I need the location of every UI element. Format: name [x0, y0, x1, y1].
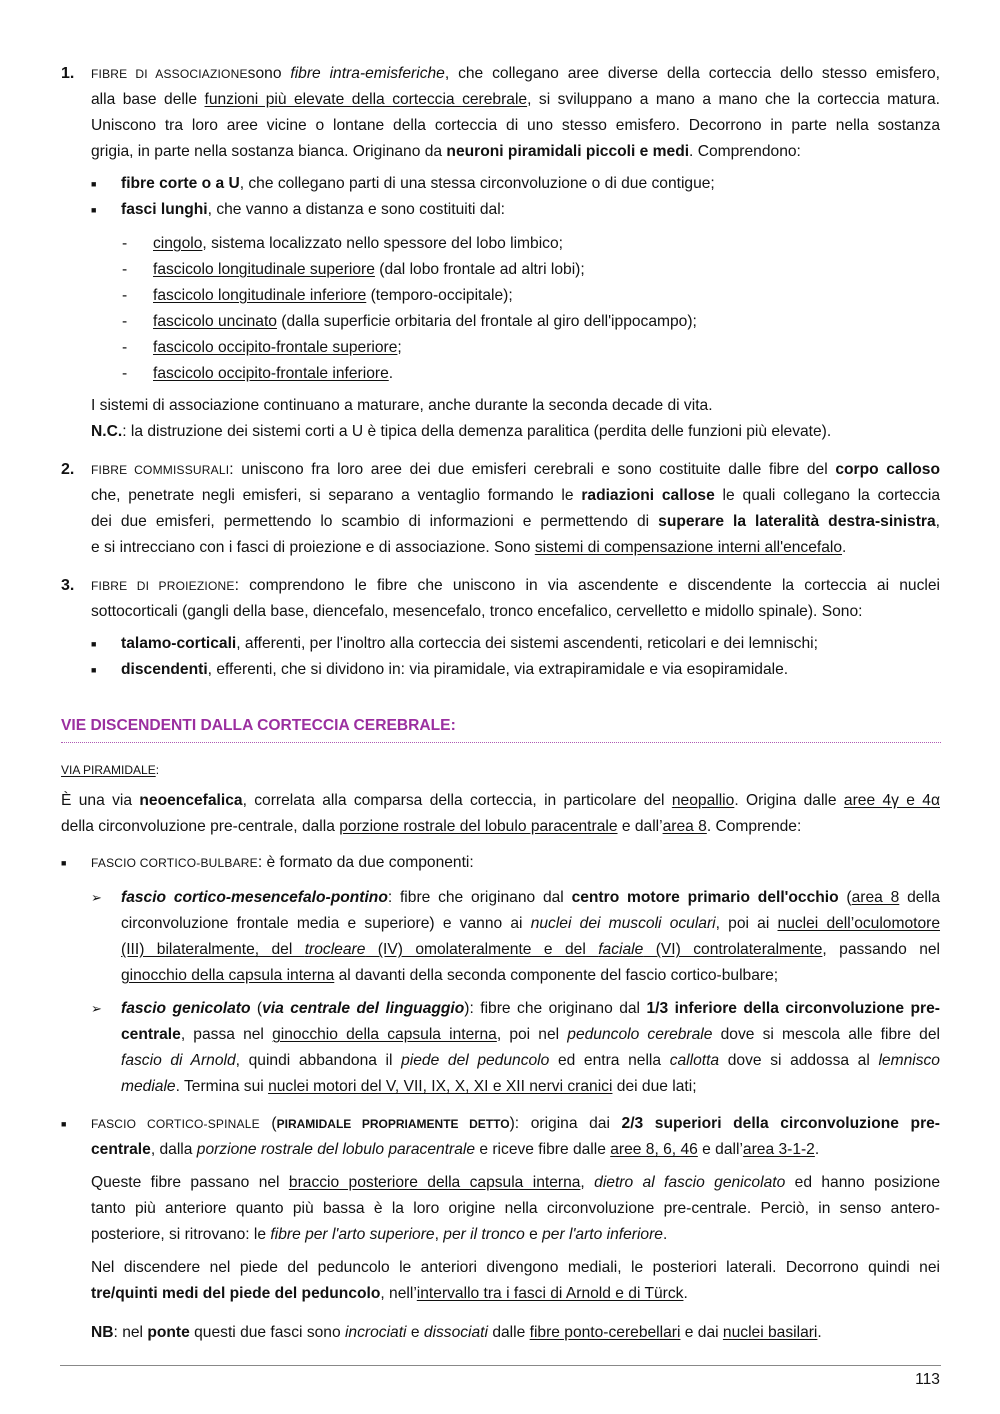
square-bullet-icon: ■	[61, 1119, 67, 1129]
paragraph-line: tanto più anteriore quanto più bassa è la loro origine nella circonvoluzione pre-centrale. Perciò, in senso antero-	[91, 1200, 940, 1217]
square-bullet-icon: ■	[91, 179, 97, 189]
heading-divider	[61, 742, 941, 743]
paragraph-line: della circonvoluzione pre-centrale, dalla porzione rostrale del lobulo paracentrale e dall’area 8. Comprende:	[61, 818, 802, 835]
nc-label: N.C.	[91, 423, 123, 440]
subheading: VIA PIRAMIDALE:	[61, 763, 160, 777]
list-item: talamo-corticali, afferenti, per l'inoltro alla corteccia dei sistemi ascendenti, reticolari e dei lemnischi;	[121, 635, 818, 652]
square-bullet-icon: ■	[61, 858, 67, 868]
paragraph-line: alla base delle funzioni più elevate della corteccia cerebrale, si sviluppano a mano a mano che la corteccia matura.	[91, 91, 940, 108]
list-item: FASCIO CORTICO-BULBARE: è formato da due componenti:	[91, 854, 474, 871]
paragraph-line: centrale, passa nel ginocchio della capsula interna, poi nel peduncolo cerebrale dove si mescola alle fibre del	[121, 1026, 940, 1043]
paragraph-line: dei due emisferi, permettendo lo scambio di informazioni e permettendo di superare la lateralità destra-sinistra,	[91, 513, 940, 530]
page-number: 113	[915, 1371, 940, 1388]
paragraph-line: posteriore, si ritrovano: le fibre per l'arto superiore, per il tronco e per l'arto inferiore.	[91, 1226, 668, 1243]
paragraph-line: fascio cortico-mesencefalo-pontino: fibre che originano dal centro motore primario dell'occhio (area 8 della	[121, 889, 941, 906]
paragraph-line: centrale, dalla porzione rostrale del lobulo paracentrale e riceve fibre dalle aree 8, 6, 46 e dall’area 3-1-2.	[91, 1141, 820, 1158]
list-item: fibre corte o a U, che collegano parti di una stessa circonvoluzione o di due contigue;	[121, 175, 715, 192]
dash-bullet-icon: -	[122, 339, 128, 356]
list-item: fascicolo uncinato (dalla superficie orbitaria del frontale al giro dell'ippocampo);	[153, 313, 697, 330]
dash-bullet-icon: -	[122, 261, 128, 278]
section-heading: VIE DISCENDENTI DALLA CORTECCIA CEREBRALE:	[61, 717, 456, 734]
paragraph-line: sottocorticali (gangli della base, diencefalo, mesencefalo, tronco encefalico, cervelletto e midollo spinale). Sono:	[91, 603, 863, 620]
dash-bullet-icon: -	[122, 313, 128, 330]
footer-divider	[60, 1365, 941, 1366]
arrow-bullet-icon: ➢	[91, 890, 102, 905]
paragraph-line: È una via neoencefalica, correlata alla comparsa della corteccia, in particolare del neopallio. Origina dalle aree 4γ e 4α	[61, 792, 940, 809]
paragraph-line: Nel discendere nel piede del peduncolo le anteriori divengono mediali, le posteriori laterali. Decorrono quindi nei	[91, 1259, 940, 1276]
list-number: 1.	[61, 65, 75, 82]
list-item: discendenti, efferenti, che si dividono in: via piramidale, via extrapiramidale e via esopiramidale.	[121, 661, 789, 678]
list-item: fascicolo occipito-frontale superiore;	[153, 339, 402, 356]
list-number: 2.	[61, 461, 75, 478]
arrow-bullet-icon: ➢	[91, 1001, 102, 1016]
paragraph-line: fascio genicolato (via centrale del linguaggio): fibre che originano dal 1/3 inferiore della circonvoluzione pre-	[121, 1000, 940, 1017]
paragraph-line: (III) bilateralmente, del trocleare (IV) omolateralmente e del faciale (VI) controlateralmente, passando nel	[121, 941, 941, 958]
list-number: 3.	[61, 577, 75, 594]
dash-bullet-icon: -	[122, 287, 128, 304]
paragraph-line: FIBRE DI ASSOCIAZIONEsono fibre intra-emisferiche, che collegano aree diverse della corteccia dello stesso emisfero,	[91, 65, 940, 82]
nb-note: NB: nel ponte questi due fasci sono incrociati e dissociati dalle fibre ponto-cerebellari e dai nuclei basilari.	[91, 1324, 822, 1341]
section-title: FIBRE DI PROIEZIONE	[91, 579, 235, 593]
paragraph-line: circonvoluzione frontale media e superiore) e vanno ai nuclei dei muscoli oculari, poi ai nuclei dell’oculomotore	[121, 915, 941, 932]
square-bullet-icon: ■	[91, 665, 97, 675]
paragraph-line: FIBRE COMMISSURALI: uniscono fra loro aree dei due emisferi cerebrali e sono costituite dalle fibre del corpo calloso	[91, 461, 940, 478]
section-title: FIBRE COMMISSURALI	[91, 463, 230, 477]
dash-bullet-icon: -	[122, 235, 128, 252]
list-item: fascicolo longitudinale inferiore (temporo-occipitale);	[153, 287, 513, 304]
paragraph-line: FASCIO CORTICO-SPINALE (PIRAMIDALE PROPRIAMENTE DETTO): origina dai 2/3 superiori della circonvoluzione pre-	[91, 1115, 940, 1132]
list-item: fascicolo longitudinale superiore (dal lobo frontale ad altri lobi);	[153, 261, 585, 278]
dash-bullet-icon: -	[122, 365, 128, 382]
section-title: FIBRE DI ASSOCIAZIONE	[91, 67, 248, 81]
paragraph-line: fascio di Arnold, quindi abbandona il piede del peduncolo ed entra nella callotta dove si addossa al lemnisco	[121, 1052, 940, 1069]
paragraph-line: tre/quinti medi del piede del peduncolo, nell’intervallo tra i fasci di Arnold e di Türck.	[91, 1285, 688, 1302]
list-item: fascicolo occipito-frontale inferiore.	[153, 365, 394, 382]
square-bullet-icon: ■	[91, 639, 97, 649]
paragraph-line: Queste fibre passano nel braccio posteriore della capsula interna, dietro al fascio genicolato ed hanno posizione	[91, 1174, 940, 1191]
paragraph-line: e si intrecciano con i fasci di proiezione e di associazione. Sono sistemi di compensazione interni all'encefalo.	[91, 539, 847, 556]
paragraph-line: che, penetrate negli emisferi, si separano a ventaglio formando le radiazioni callose le quali collegano la corteccia	[91, 487, 940, 504]
paragraph-line: I sistemi di associazione continuano a maturare, anche durante la seconda decade di vita.	[91, 397, 713, 414]
paragraph-line: N.C.: la distruzione dei sistemi corti a U è tipica della demenza paralitica (perdita delle funzioni più elevate).	[91, 423, 832, 440]
list-item: cingolo, sistema localizzato nello spessore del lobo limbico;	[153, 235, 563, 252]
paragraph-line: Uniscono tra loro aree vicine o lontane della corteccia di uno stesso emisfero. Decorrono in parte nella sostanza	[91, 117, 940, 134]
paragraph-line: grigia, in parte nella sostanza bianca. Originano da neuroni piramidali piccoli e medi. Comprendono:	[91, 143, 801, 160]
paragraph-line: mediale. Termina sui nuclei motori del V, VII, IX, X, XI e XII nervi cranici dei due lati;	[121, 1078, 697, 1095]
paragraph-line: ginocchio della capsula interna al davanti della seconda componente del fascio cortico-bulbare;	[121, 967, 779, 984]
paragraph-line: FIBRE DI PROIEZIONE: comprendono le fibre che uniscono in via ascendente e discendente la corteccia ai nuclei	[91, 577, 940, 594]
square-bullet-icon: ■	[91, 205, 97, 215]
list-item: fasci lunghi, che vanno a distanza e sono costituiti dal:	[121, 201, 505, 218]
